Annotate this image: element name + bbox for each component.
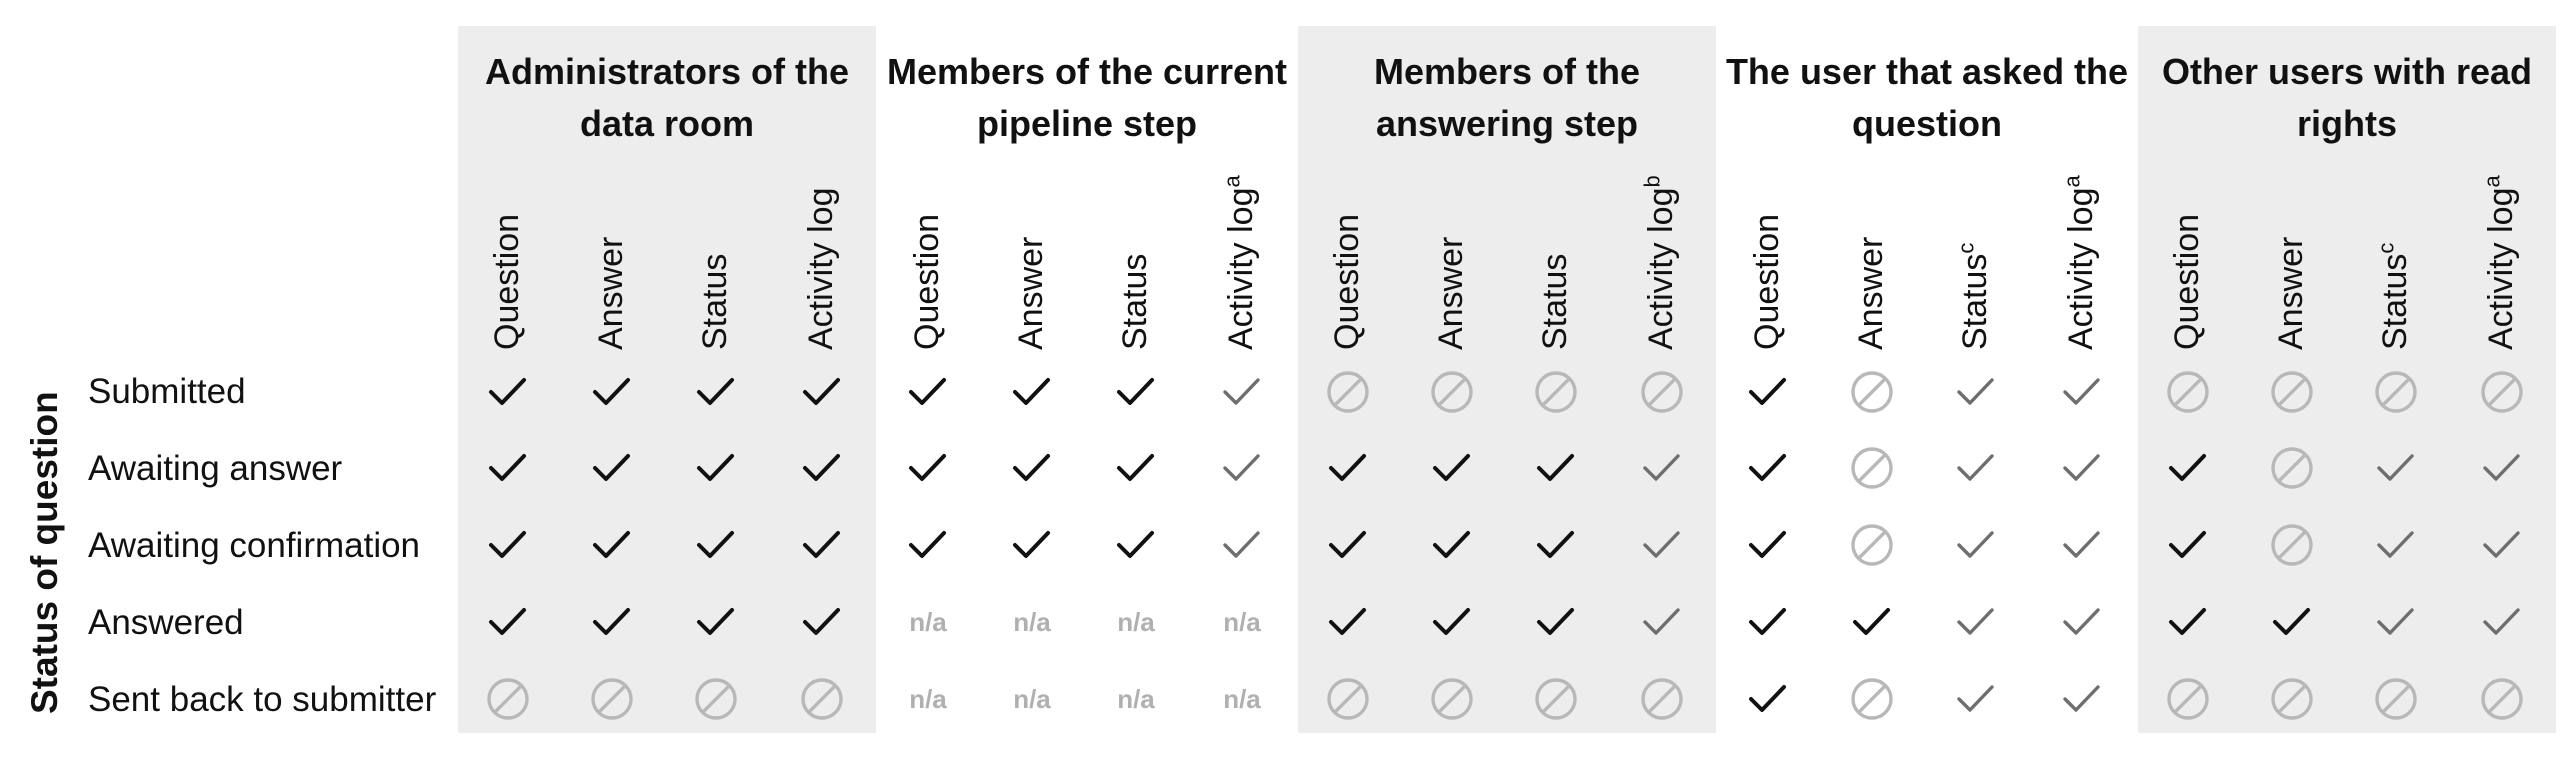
axis-title: Status of question [24,391,65,714]
checkmark-icon [2158,438,2218,498]
prohibited-icon [1632,362,1692,422]
column-header-text: Question [1748,213,1786,350]
column-header-text: Status [1536,253,1574,350]
not-applicable-label: n/a [909,684,947,714]
column-header [2479,175,2520,350]
column-header-text: Status [696,253,734,350]
column-header [1750,214,1784,350]
light-checkmark-icon [2366,515,2426,575]
checkmark-icon [1318,438,1378,498]
light-checkmark-icon [1632,438,1692,498]
column-header-text: Status [1116,253,1154,350]
column-header-text: Question [908,213,946,350]
column-header-text: Activity log [2482,187,2520,350]
prohibited-icon [1526,669,1586,729]
checkmark-icon [1422,592,1482,652]
checkmark-icon [1738,669,1798,729]
column-header-text: Question [488,213,526,350]
light-checkmark-icon [1212,438,1272,498]
prohibited-icon [2158,362,2218,422]
checkmark-icon [1106,362,1166,422]
column-header [1434,237,1468,350]
row-label: Awaiting answer [88,449,343,488]
checkmark-icon [1422,438,1482,498]
light-checkmark-icon [1632,592,1692,652]
checkmark-icon [686,515,746,575]
light-checkmark-icon [1212,362,1272,422]
prohibited-icon [1318,669,1378,729]
checkmark-icon [1738,515,1798,575]
checkmark-icon [1738,362,1798,422]
light-checkmark-icon [2366,592,2426,652]
light-checkmark-icon [2052,669,2112,729]
column-header-text: Activity log [802,187,840,350]
column-header-text: Question [2168,213,2206,350]
light-checkmark-icon [2472,592,2532,652]
checkmark-icon [478,515,538,575]
checkmark-icon [1106,438,1166,498]
column-group-title: Members of the answering step [1373,51,1641,144]
light-checkmark-icon [1632,515,1692,575]
checkmark-icon [582,515,642,575]
column-header [1219,175,1260,350]
column-header-text: Activity log [1222,187,1260,350]
checkmark-icon [898,362,958,422]
column-header [910,214,944,350]
prohibited-icon [2366,669,2426,729]
prohibited-icon [1422,669,1482,729]
footnote-marker: c [1953,242,1979,254]
light-checkmark-icon [1946,362,2006,422]
not-applicable-label: n/a [1013,607,1051,637]
column-header [1330,214,1364,350]
checkmark-icon [1422,515,1482,575]
column-header [594,237,628,350]
checkmark-icon [582,592,642,652]
row-label: Submitted [88,372,246,411]
light-checkmark-icon [2366,438,2426,498]
column-header [1118,254,1152,350]
light-checkmark-icon [2052,592,2112,652]
checkmark-icon [792,592,852,652]
column-header [2059,175,2100,350]
checkmark-icon [1842,592,1902,652]
column-header [1014,237,1048,350]
column-group-title: Administrators of the data room [484,51,850,144]
column-header [698,254,732,350]
prohibited-icon [1318,362,1378,422]
light-checkmark-icon [2052,362,2112,422]
light-checkmark-icon [2472,438,2532,498]
checkmark-icon [898,515,958,575]
checkmark-icon [2158,515,2218,575]
footnote-marker: a [2479,175,2505,188]
checkmark-icon [478,438,538,498]
prohibited-icon [2262,438,2322,498]
not-applicable-label: n/a [1223,607,1261,637]
checkmark-icon [1526,515,1586,575]
column-header-text: Question [1328,213,1366,350]
column-header [804,188,838,351]
not-applicable-label: n/a [1117,684,1155,714]
not-applicable-label: n/a [909,607,947,637]
footnote-marker: b [1639,175,1665,188]
prohibited-icon [686,669,746,729]
column-header-text: Answer [1852,236,1890,350]
column-header [2274,237,2308,350]
checkmark-icon [792,438,852,498]
footnote-marker: a [2059,175,2085,188]
light-checkmark-icon [1946,438,2006,498]
checkmark-icon [792,362,852,422]
column-header-text: Answer [1432,236,1470,350]
checkmark-icon [1526,438,1586,498]
checkmark-icon [1002,515,1062,575]
prohibited-icon [2262,515,2322,575]
light-checkmark-icon [2052,438,2112,498]
checkmark-icon [686,362,746,422]
light-checkmark-icon [1946,592,2006,652]
prohibited-icon [1422,362,1482,422]
checkmark-icon [1318,515,1378,575]
column-header-text: Activity log [2062,187,2100,350]
prohibited-icon [2262,362,2322,422]
checkmark-icon [686,438,746,498]
light-checkmark-icon [1946,669,2006,729]
checkmark-icon [686,592,746,652]
checkmark-icon [1002,362,1062,422]
column-header-text: Activity log [1642,187,1680,350]
checkmark-icon [898,438,958,498]
column-header-text: Answer [592,236,630,350]
checkmark-icon [478,362,538,422]
row-label: Awaiting confirmation [88,526,421,565]
prohibited-icon [792,669,852,729]
prohibited-icon [1842,669,1902,729]
light-checkmark-icon [1946,515,2006,575]
prohibited-icon [478,669,538,729]
column-header [490,214,524,350]
prohibited-icon [1632,669,1692,729]
not-applicable-label: n/a [1013,684,1051,714]
column-header [1639,175,1680,350]
prohibited-icon [582,669,642,729]
prohibited-icon [1842,362,1902,422]
prohibited-icon [2262,669,2322,729]
checkmark-icon [582,362,642,422]
checkmark-icon [792,515,852,575]
prohibited-icon [2158,669,2218,729]
column-header-text: Status [1956,253,1994,350]
not-applicable-label: n/a [1117,607,1155,637]
light-checkmark-icon [2472,515,2532,575]
column-header-text: Answer [2272,236,2310,350]
column-group-title: Other users with read rights [2161,51,2533,144]
prohibited-icon [2472,362,2532,422]
column-header-text: Status [2376,253,2414,350]
not-applicable-label: n/a [1223,684,1261,714]
checkmark-icon [1002,438,1062,498]
checkmark-icon [1318,592,1378,652]
prohibited-icon [2472,669,2532,729]
prohibited-icon [1842,515,1902,575]
column-header [2373,242,2414,350]
column-header-text: Answer [1012,236,1050,350]
checkmark-icon [1106,515,1166,575]
column-group-title: The user that asked the question [1725,51,2129,144]
column-header [1538,254,1572,350]
light-checkmark-icon [2052,515,2112,575]
column-header [2170,214,2204,350]
checkmark-icon [478,592,538,652]
prohibited-icon [1526,362,1586,422]
column-header [1953,242,1994,350]
column-group-title: Members of the current pipeline step [886,51,1288,144]
checkmark-icon [1738,438,1798,498]
row-label: Answered [88,603,244,642]
checkmark-icon [1526,592,1586,652]
column-header [1854,237,1888,350]
checkmark-icon [2262,592,2322,652]
checkmark-icon [2158,592,2218,652]
footnote-marker: c [2373,242,2399,254]
checkmark-icon [582,438,642,498]
prohibited-icon [1842,438,1902,498]
light-checkmark-icon [1212,515,1272,575]
footnote-marker: a [1219,175,1245,188]
checkmark-icon [1738,592,1798,652]
row-label: Sent back to submitter [88,680,437,719]
prohibited-icon [2366,362,2426,422]
